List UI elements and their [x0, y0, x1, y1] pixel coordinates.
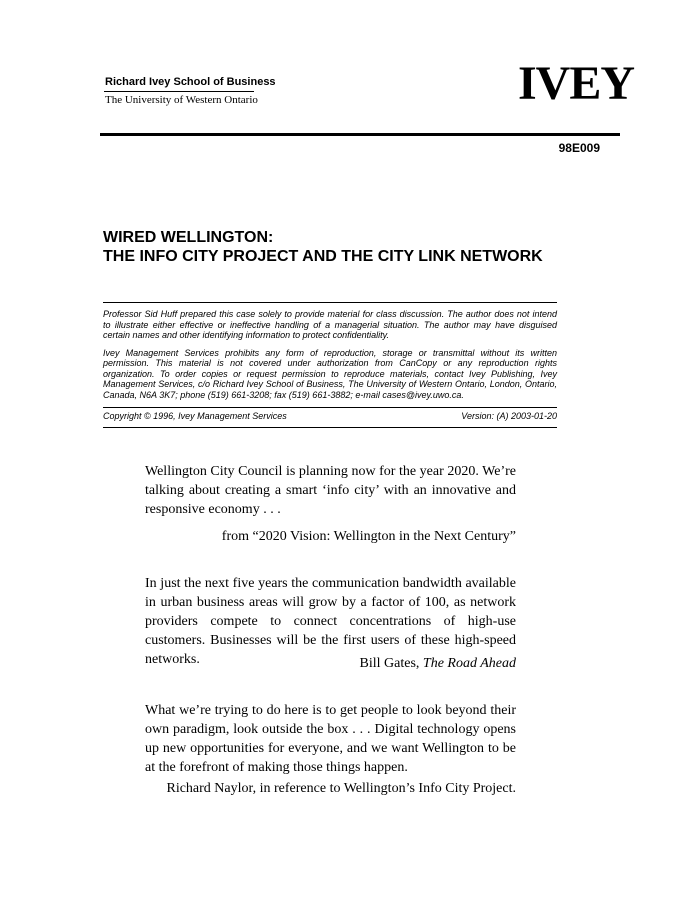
quote-2-author: Bill Gates, [359, 656, 423, 671]
university-name: The University of Western Ontario [105, 94, 258, 106]
quote-3-source: Richard Naylor, in reference to Wellington’s Info City Project. [166, 781, 516, 796]
case-number: 98E009 [558, 141, 600, 155]
quote-1-source: from “2020 Vision: Wellington in the Next Century” [221, 529, 516, 544]
quote-3-text: What we’re trying to do here is to get people to look beyond their own paradigm, look outside the box . . . Digital technology opens up new opportunities for everyone, and we want Wellington to be at the forefront of making those things happen. [145, 703, 516, 775]
quote-2-source [360, 654, 516, 673]
reproduction-notice: Ivey Management Services prohibits any form of reproduction, storage or transmittal without its written permission. This material is not covered under authorization from CanCopy or any reproduction rights organization. To order copies or request permission to reproduce materials, contact Ivey Publishing, Ivey Management Services, c/o Richard Ivey School of Business, The University of Western Ontario, London, Ontario, Canada, N6A 3K7; phone (519) 661-3208; fax (519) 661-3882; e-mail cases@ivey.uwo.ca. [103, 347, 557, 400]
school-name-divider [104, 91, 254, 92]
version-text: Version: (A) 2003-01-20 [461, 411, 557, 421]
quote-2-text: In just the next five years the communication bandwidth available in urban business areas will grow by a factor of 100, as network providers compete to connect concentrations of high-use customers. Businesses will be the first users of these high-speed networks. [145, 576, 516, 667]
ivey-logo: IVEY [518, 57, 635, 110]
copyright-text: Copyright © 1996, Ivey Management Services [103, 411, 287, 421]
case-title-line-2: THE INFO CITY PROJECT AND THE CITY LINK NETWORK [103, 248, 543, 265]
copyright-row [103, 407, 557, 422]
case-title [103, 228, 543, 266]
quote-2-book-title: The Road Ahead [422, 656, 516, 671]
header-divider [100, 133, 620, 136]
authorship-notice: Professor Sid Huff prepared this case solely to provide material for class discussion. The author does not intend to illustrate either effective or ineffective handling of a managerial situation. The author may have disguised certain names and other identifying information to protect confidentiality. [103, 309, 557, 340]
school-name: Richard Ivey School of Business [105, 76, 276, 88]
legal-notice-box [103, 302, 557, 428]
quote-1-text: Wellington City Council is planning now for the year 2020. We’re talking about creating a smart ‘info city’ with an innovative and responsive economy . . . [145, 464, 516, 517]
case-title-line-1: WIRED WELLINGTON: [103, 229, 274, 246]
